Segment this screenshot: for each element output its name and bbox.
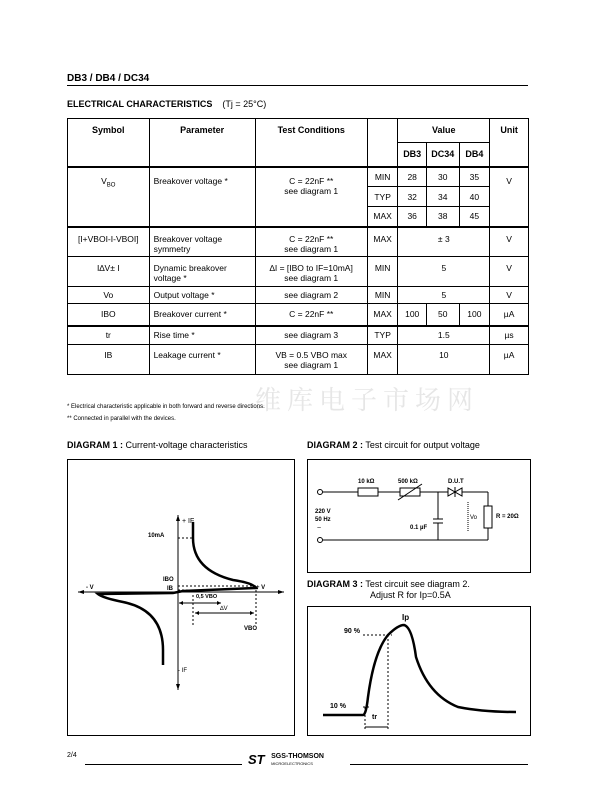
label-ibo: IBO bbox=[163, 577, 174, 583]
diagram1-box bbox=[67, 459, 295, 736]
label-vo: Vo bbox=[470, 515, 478, 521]
label-minus-if: - IF bbox=[178, 668, 187, 674]
diagram3-caption-line2: Adjust R for Ip=0.5A bbox=[370, 590, 451, 600]
label-500k: 500 kΩ bbox=[398, 479, 418, 485]
col-header-unit: Unit bbox=[490, 119, 529, 167]
col-header-db3: DB3 bbox=[398, 143, 427, 167]
ibo-dc34: 50 bbox=[426, 304, 459, 326]
watermark: 维库电子市场网 bbox=[255, 385, 480, 415]
ibo-db3: 100 bbox=[398, 304, 427, 326]
diagram2-box bbox=[307, 459, 531, 573]
label-plus-if: + IF bbox=[182, 518, 195, 525]
ibo-limit: MAX bbox=[367, 304, 398, 326]
tr-symbol: tr bbox=[68, 326, 150, 345]
col-header-dc34: DC34 bbox=[426, 143, 459, 167]
tr-limit: TYP bbox=[367, 326, 398, 345]
sgs-thomson-logo bbox=[248, 751, 324, 769]
label-10-percent: 10 % bbox=[330, 703, 346, 710]
ib-parameter: Leakage current * bbox=[149, 345, 255, 375]
vbo-typ-dc34: 34 bbox=[426, 187, 459, 207]
footnote-1: * Electrical characteristic applicable in both forward and reverse directions. bbox=[67, 404, 265, 410]
footnote-2: ** Connected in parallel with the devices. bbox=[67, 416, 176, 422]
tr-parameter: Rise time * bbox=[149, 326, 255, 345]
col-header-db4: DB4 bbox=[459, 143, 490, 167]
label-vbo: VBO bbox=[244, 626, 258, 632]
vbo-min-db4: 35 bbox=[459, 167, 490, 187]
diagram3-caption: DIAGRAM 3 : Test circuit see diagram 2. bbox=[307, 579, 470, 589]
diagram2-caption: DIAGRAM 2 : Test circuit for output voltage bbox=[307, 440, 480, 450]
label-plus-v: + V bbox=[256, 585, 266, 591]
label-r-20: R = 20Ω bbox=[496, 514, 519, 520]
ibo-test: C = 22nF ** bbox=[255, 304, 367, 326]
iv-characteristic-plot bbox=[68, 460, 294, 735]
col-header-limit bbox=[367, 119, 398, 167]
vbo-max-label: MAX bbox=[367, 207, 398, 227]
label-delta-v: ∆V bbox=[220, 606, 228, 612]
dyn-symbol: I∆V± I bbox=[68, 257, 150, 287]
diagram1-caption: DIAGRAM 1 : Current-voltage characteristics bbox=[67, 440, 248, 450]
label-220v: 220 V bbox=[315, 509, 331, 515]
st-logo-icon: ST bbox=[248, 752, 265, 768]
vbo-parameter: Breakover voltage * bbox=[149, 167, 255, 227]
ibo-parameter: Breakover current * bbox=[149, 304, 255, 326]
label-10ma: 10mA bbox=[148, 533, 165, 539]
vo-limit: MIN bbox=[367, 287, 398, 304]
page-number: 2/4 bbox=[67, 752, 77, 759]
footer-rule-right bbox=[350, 764, 528, 765]
header-rule bbox=[67, 85, 528, 86]
vbo-min-db3: 28 bbox=[398, 167, 427, 187]
ibo-unit: µA bbox=[490, 304, 529, 326]
ac-source-icon: ~ bbox=[317, 525, 322, 532]
vbo-symbol: $V_{BO}$ bbox=[68, 167, 150, 227]
label-50hz: 50 Hz bbox=[315, 517, 331, 523]
dyn-parameter: Dynamic breakover voltage * bbox=[149, 257, 255, 287]
ib-test: VB = 0.5 VBO max see diagram 1 bbox=[255, 345, 367, 375]
ec-title-text: ELECTRICAL CHARACTERISTICS bbox=[67, 99, 213, 109]
vbo-test: C = 22nF ** see diagram 1 bbox=[255, 167, 367, 227]
label-minus-v: - V bbox=[86, 585, 94, 591]
label-01uf: 0.1 µF bbox=[410, 525, 428, 531]
sym-value: ± 3 bbox=[398, 227, 490, 257]
page-header-title: DB3 / DB4 / DC34 bbox=[67, 73, 150, 84]
ib-unit: µA bbox=[490, 345, 529, 375]
ib-limit: MAX bbox=[367, 345, 398, 375]
vbo-unit: V bbox=[490, 167, 529, 227]
vbo-typ-db4: 40 bbox=[459, 187, 490, 207]
vbo-typ-label: TYP bbox=[367, 187, 398, 207]
footer-rule-left bbox=[85, 764, 242, 765]
vbo-min-label: MIN bbox=[367, 167, 398, 187]
tr-test: see diagram 3 bbox=[255, 326, 367, 345]
ibo-symbol: IBO bbox=[68, 304, 150, 326]
dyn-unit: V bbox=[490, 257, 529, 287]
label-ib: IB bbox=[167, 586, 173, 592]
label-90-percent: 90 % bbox=[344, 628, 360, 635]
ibo-db4: 100 bbox=[459, 304, 490, 326]
col-header-parameter: Parameter bbox=[149, 119, 255, 167]
rise-time-waveform bbox=[308, 607, 530, 735]
vo-value: 5 bbox=[398, 287, 490, 304]
brand-sub: MICROELECTRONICS bbox=[271, 760, 313, 766]
sym-parameter: Breakover voltage symmetry bbox=[149, 227, 255, 257]
brand-name: SGS-THOMSON bbox=[271, 752, 324, 760]
vo-symbol: Vo bbox=[68, 287, 150, 304]
vo-test: see diagram 2 bbox=[255, 287, 367, 304]
ec-title bbox=[67, 99, 266, 109]
tr-unit: µs bbox=[490, 326, 529, 345]
label-ip: Ip bbox=[402, 613, 410, 622]
col-header-symbol: Symbol bbox=[68, 119, 150, 167]
vbo-min-dc34: 30 bbox=[426, 167, 459, 187]
dyn-value: 5 bbox=[398, 257, 490, 287]
vbo-max-db4: 45 bbox=[459, 207, 490, 227]
ec-condition: (Tj = 25°C) bbox=[222, 99, 267, 109]
label-tr: tr bbox=[372, 714, 378, 721]
sym-symbol: [I+VBOI-I-VBOI] bbox=[68, 227, 150, 257]
col-header-value: Value bbox=[398, 119, 490, 143]
dyn-limit: MIN bbox=[367, 257, 398, 287]
col-header-test-conditions: Test Conditions bbox=[255, 119, 367, 167]
ib-symbol: IB bbox=[68, 345, 150, 375]
label-05vbo: 0,5 VBO bbox=[196, 594, 218, 600]
label-dut: D.U.T bbox=[448, 479, 464, 485]
vo-unit: V bbox=[490, 287, 529, 304]
diagram3-box bbox=[307, 606, 531, 736]
sym-unit: V bbox=[490, 227, 529, 257]
electrical-characteristics-table bbox=[67, 118, 529, 375]
vbo-max-dc34: 38 bbox=[426, 207, 459, 227]
tr-value: 1.5 bbox=[398, 326, 490, 345]
sym-test: C = 22nF ** see diagram 1 bbox=[255, 227, 367, 257]
label-10k: 10 kΩ bbox=[358, 479, 375, 485]
dyn-test: ∆I = [IBO to IF=10mA] see diagram 1 bbox=[255, 257, 367, 287]
vbo-max-db3: 36 bbox=[398, 207, 427, 227]
vo-parameter: Output voltage * bbox=[149, 287, 255, 304]
ib-value: 10 bbox=[398, 345, 490, 375]
sym-limit: MAX bbox=[367, 227, 398, 257]
vbo-typ-db3: 32 bbox=[398, 187, 427, 207]
